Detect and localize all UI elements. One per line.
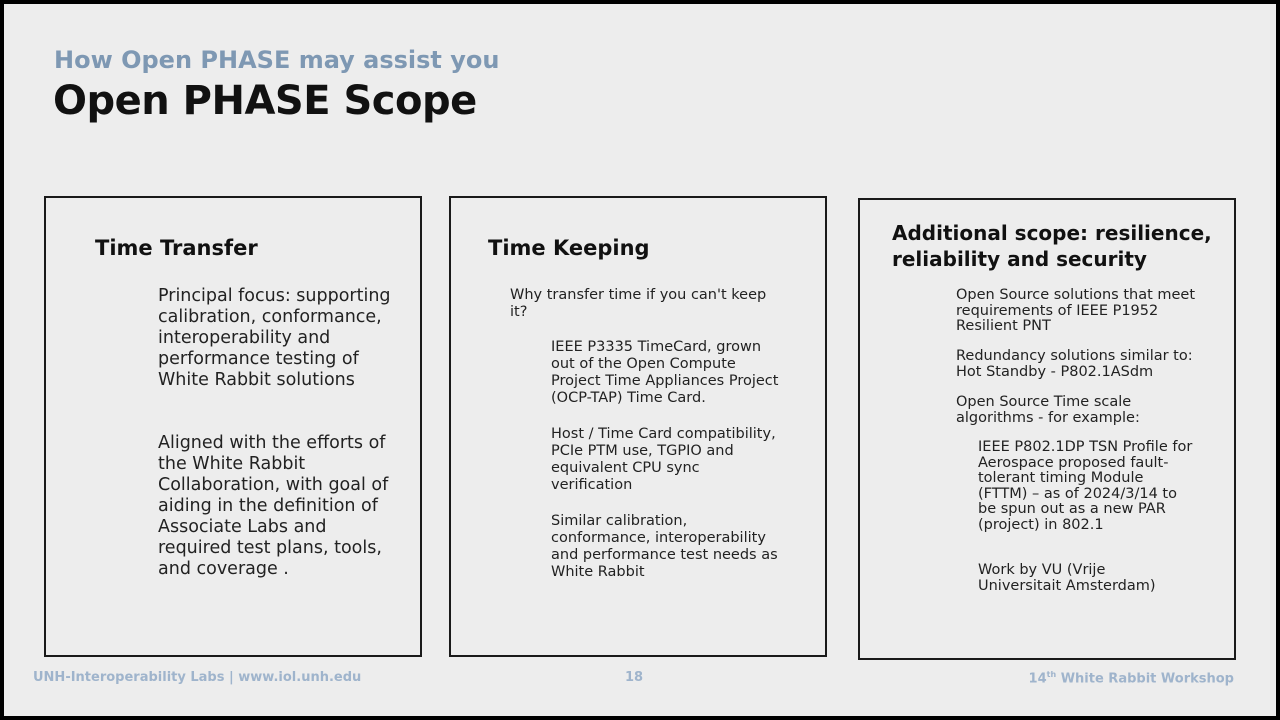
additional-scope-box	[858, 198, 1236, 660]
time-keeping-lead: Why transfer time if you can't keep it?	[510, 287, 767, 320]
footer-event	[1029, 670, 1234, 686]
time-keeping-item: Host / Time Card compatibility, PCIe PTM use, TGPIO and equivalent CPU sync verification	[551, 426, 776, 493]
footer-event-suffix: th	[1046, 670, 1057, 679]
additional-scope-heading: Additional scope: resilience, reliability and security	[892, 221, 1212, 271]
slide-subtitle: How Open PHASE may assist you	[54, 46, 500, 74]
additional-scope-item: Redundancy solutions similar to: Hot Standby - P802.1ASdm	[956, 348, 1193, 380]
page-number: 18	[625, 670, 644, 685]
additional-scope-item: Open Source Time scale algorithms - for example:	[956, 394, 1140, 426]
time-transfer-paragraph: Principal focus: supporting calibration, conformance, interoperability and performance testing of White Rabbit solutions	[158, 286, 391, 390]
footer-org: UNH-Interoperability Labs | www.iol.unh.edu	[33, 670, 362, 685]
slide	[4, 4, 1276, 716]
time-transfer-heading: Time Transfer	[95, 236, 258, 260]
footer-event-name: White Rabbit Workshop	[1056, 671, 1234, 687]
slide-title: Open PHASE Scope	[53, 78, 477, 124]
additional-scope-subitem: Work by VU (Vrije Universitait Amsterdam)	[978, 562, 1156, 594]
time-keeping-item: Similar calibration, conformance, interoperability and performance test needs as White Rabbit	[551, 513, 778, 580]
time-keeping-item: IEEE P3335 TimeCard, grown out of the Open Compute Project Time Appliances Project (OCP-TAP) Time Card.	[551, 339, 779, 406]
time-transfer-box	[44, 196, 422, 657]
footer-event-ordinal: 14	[1028, 671, 1047, 687]
additional-scope-item: Open Source solutions that meet requirements of IEEE P1952 Resilient PNT	[956, 287, 1196, 334]
time-keeping-box	[449, 196, 827, 657]
additional-scope-subitem: IEEE P802.1DP TSN Profile for Aerospace proposed fault-tolerant timing Module (FTTM) – as of 2024/3/14 to be spun out as a new PAR (project) in 802.1	[978, 439, 1193, 533]
time-keeping-heading: Time Keeping	[488, 236, 650, 260]
time-transfer-paragraph: Aligned with the efforts of the White Rabbit Collaboration, with goal of aiding in the definition of Associate Labs and required test plans, tools, and coverage .	[158, 433, 389, 579]
